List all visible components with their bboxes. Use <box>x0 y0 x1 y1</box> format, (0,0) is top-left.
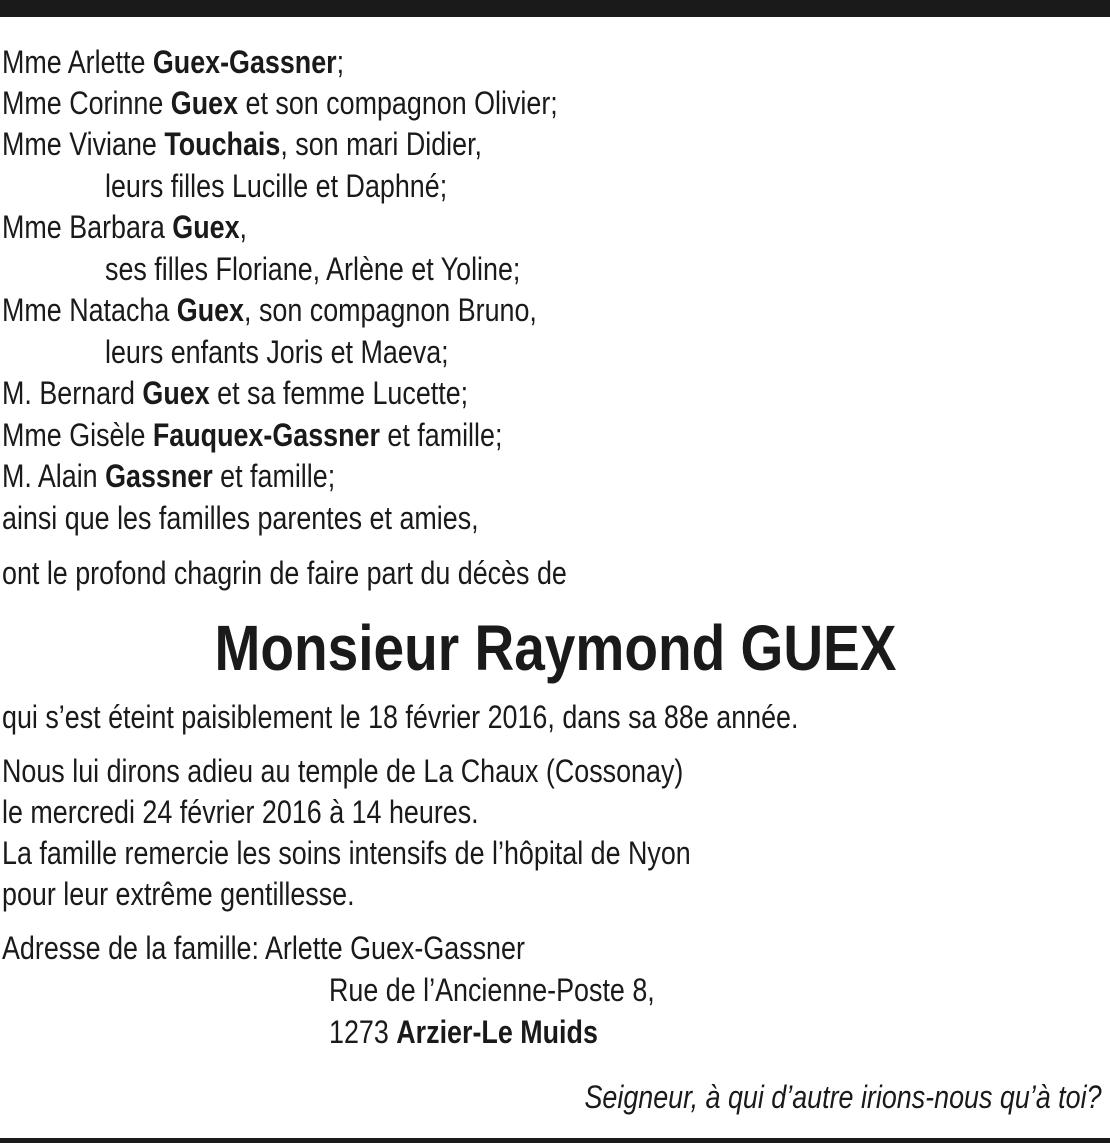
address-town: Arzier-Le Muids <box>396 1014 598 1050</box>
mourner-line: ainsi que les familles parentes et amies, <box>2 500 479 536</box>
thanks-line: pour leur extrême gentillesse. <box>2 876 355 912</box>
mourner-subline: leurs enfants Joris et Maeva; <box>105 334 449 370</box>
mourner-subline: ses filles Floriane, Arlène et Yoline; <box>105 251 521 287</box>
mourner-subline: leurs filles Lucille et Daphné; <box>105 168 448 204</box>
mourner-line: Mme Corinne Guex et son compagnon Olivier; <box>2 85 558 121</box>
mourner-line: M. Alain Gassner et famille; <box>2 458 336 494</box>
address-label: Adresse de la famille: <box>2 930 259 966</box>
mourner-line: Mme Barbara Guex, <box>2 209 247 245</box>
deceased-name: Monsieur Raymond GUEX <box>214 612 896 684</box>
closing-quote: Seigneur, à qui d’autre irions-nous qu’à toi? <box>584 1079 1102 1115</box>
thanks-line: La famille remercie les soins intensifs de l’hôpital de Nyon <box>2 835 691 871</box>
address-line <box>2 928 525 968</box>
announcement-text: ont le profond chagrin de faire part du décès de <box>2 555 567 591</box>
mourner-line: Mme Arlette Guex-Gassner; <box>2 44 345 80</box>
address-street: Rue de l’Ancienne-Poste 8, <box>329 972 655 1008</box>
address-name: Arlette Guex-Gassner <box>264 930 525 966</box>
ceremony-line: le mercredi 24 février 2016 à 14 heures. <box>2 794 479 830</box>
passing-text: qui s’est éteint paisiblement le 18 février 2016, dans sa 88e année. <box>2 699 799 735</box>
mourner-line: Mme Gisèle Fauquex-Gassner et famille; <box>2 417 503 453</box>
bottom-rule <box>0 1138 1110 1143</box>
ceremony-line: Nous lui dirons adieu au temple de La Chaux (Cossonay) <box>2 753 684 789</box>
top-rule <box>0 0 1110 17</box>
mourner-line: Mme Viviane Touchais, son mari Didier, <box>2 126 483 162</box>
address-postcode: 1273 <box>329 1014 389 1050</box>
mourner-line: Mme Natacha Guex, son compagnon Bruno, <box>2 292 537 328</box>
mourner-line: M. Bernard Guex et sa femme Lucette; <box>2 375 469 411</box>
address-town-line <box>329 1012 598 1052</box>
